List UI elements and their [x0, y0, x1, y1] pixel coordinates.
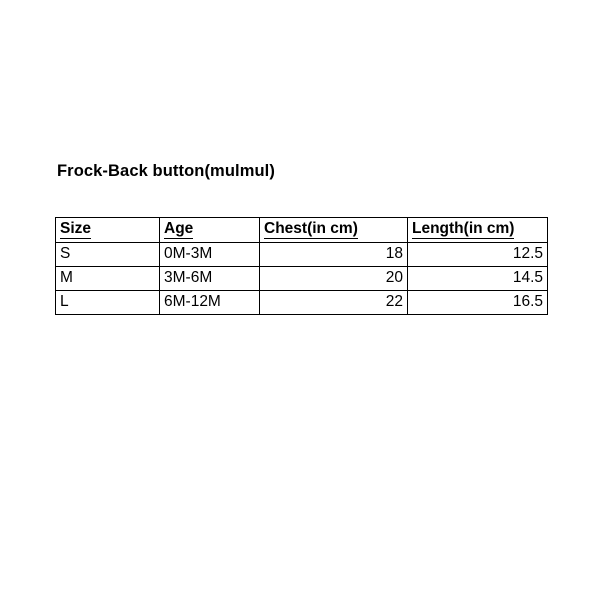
- column-header-chest: [260, 218, 408, 243]
- cell-chest: 22: [260, 290, 408, 314]
- cell-age: 0M-3M: [160, 242, 260, 266]
- size-chart-container: [55, 217, 547, 315]
- column-header-chest-label: Chest(in cm): [264, 220, 358, 237]
- cell-size: S: [56, 242, 160, 266]
- column-header-size-label: Size: [60, 220, 92, 237]
- cell-chest: 18: [260, 242, 408, 266]
- cell-chest: 20: [260, 266, 408, 290]
- cell-age: 3M-6M: [160, 266, 260, 290]
- column-header-age: [160, 218, 260, 243]
- size-chart-table: [55, 217, 548, 315]
- column-header-length-label: Length(in cm): [412, 220, 515, 237]
- column-header-length: [408, 218, 548, 243]
- table-row: [56, 290, 548, 314]
- cell-age: 6M-12M: [160, 290, 260, 314]
- table-row: [56, 242, 548, 266]
- cell-length: 16.5: [408, 290, 548, 314]
- cell-length: 14.5: [408, 266, 548, 290]
- page-title: Frock-Back button(mulmul): [57, 162, 275, 180]
- column-header-size: [56, 218, 160, 243]
- table-row: [56, 266, 548, 290]
- table-header-row: [56, 218, 548, 243]
- cell-size: M: [56, 266, 160, 290]
- cell-size: L: [56, 290, 160, 314]
- column-header-age-label: Age: [164, 220, 194, 237]
- cell-length: 12.5: [408, 242, 548, 266]
